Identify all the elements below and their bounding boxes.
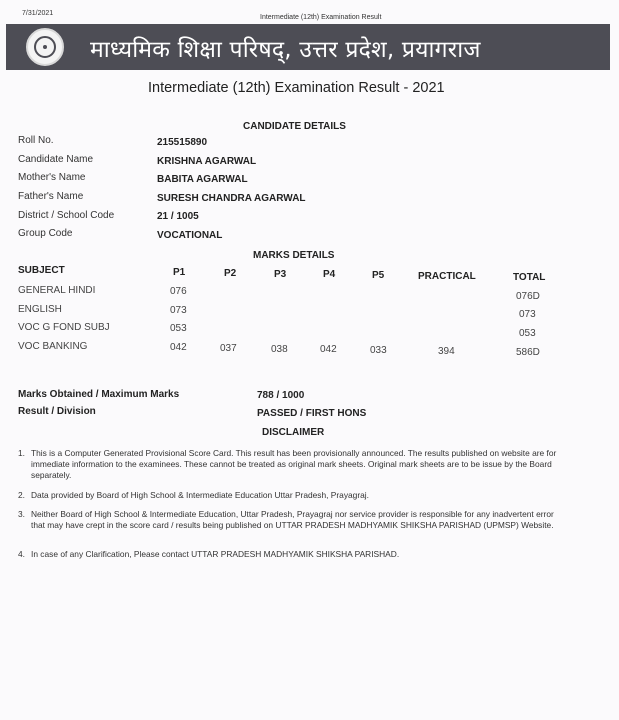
- board-banner: [6, 24, 610, 70]
- mark-total: 586D: [516, 347, 540, 358]
- subject-name: GENERAL HINDI: [18, 285, 96, 296]
- column-header: SUBJECT: [18, 265, 65, 276]
- disclaimer-heading: DISCLAIMER: [262, 427, 325, 438]
- district-school-code: 21 / 1005: [157, 211, 199, 222]
- field-label: Father's Name: [18, 191, 84, 202]
- mark-total: 053: [519, 328, 536, 339]
- result-division-label: Result / Division: [18, 406, 96, 417]
- item-text: In case of any Clarification, Please contact UTTAR PRADESH MADHYAMIK SHIKSHA PARISHAD.: [31, 549, 400, 559]
- column-header: PRACTICAL: [418, 271, 476, 282]
- board-seal-icon: [26, 28, 64, 66]
- field-label: Roll No.: [18, 135, 54, 146]
- mark-p1: 073: [170, 305, 187, 316]
- mark-p5: 033: [370, 345, 387, 356]
- item-text: This is a Computer Generated Provisional Score Card. This result has been provisionally announced. The results published on website are for immediate information to the examinees. These cannot be treated as original mark sheets. Original mark sheets are to be issue by the Board separately.: [31, 448, 557, 481]
- column-header: P2: [224, 268, 237, 279]
- field-label: Group Code: [18, 228, 73, 239]
- group-code: VOCATIONAL: [157, 230, 223, 241]
- exam-heading: Intermediate (12th) Examination Result - 2021: [148, 80, 445, 96]
- mark-p3: 038: [271, 344, 288, 355]
- field-label: Mother's Name: [18, 172, 86, 183]
- marks-details-heading: MARKS DETAILS: [253, 250, 335, 261]
- mark-p4: 042: [320, 344, 337, 355]
- mark-total: 076D: [516, 291, 540, 302]
- candidate-details-heading: CANDIDATE DETAILS: [243, 121, 346, 132]
- subject-name: VOC G FOND SUBJ: [18, 322, 110, 333]
- item-number: 3.: [18, 509, 25, 519]
- father-name: SURESH CHANDRA AGARWAL: [157, 193, 306, 204]
- print-title: Intermediate (12th) Examination Result: [260, 14, 382, 21]
- disclaimer-item: [18, 490, 570, 502]
- column-header: P1: [173, 267, 186, 278]
- board-title: माध्यमिक शिक्षा परिषद्, उत्तर प्रदेश, प्रयागराज: [90, 37, 481, 63]
- column-header: P3: [274, 269, 287, 280]
- item-text: Data provided by Board of High School & Intermediate Education Uttar Pradesh, Prayagraj.: [31, 490, 369, 500]
- marks-obtained-value: 788 / 1000: [257, 390, 305, 401]
- item-number: 1.: [18, 448, 25, 458]
- item-text: Neither Board of High School & Intermediate Education, Uttar Pradesh, Prayagraj nor service provider is responsible for any inadvertent error that may have crept in the score card / results being published on UTTAR PRADESH MADHYAMIK SHIKSHA PARISHAD (UPMSP) Website.: [31, 509, 554, 531]
- disclaimer-item: [18, 448, 570, 484]
- subject-name: ENGLISH: [18, 304, 62, 315]
- print-date: 7/31/2021: [22, 10, 54, 17]
- subject-name: VOC BANKING: [18, 341, 88, 352]
- mark-p1: 042: [170, 342, 187, 353]
- disclaimer-item: [18, 509, 570, 545]
- roll-number: 215515890: [157, 137, 208, 148]
- item-number: 4.: [18, 549, 25, 559]
- field-label: Candidate Name: [18, 154, 94, 165]
- column-header: P5: [372, 270, 385, 281]
- mark-p2: 037: [220, 343, 237, 354]
- mark-practical: 394: [438, 346, 455, 357]
- item-number: 2.: [18, 490, 25, 500]
- mark-total: 073: [519, 309, 536, 320]
- disclaimer-item: [18, 549, 570, 561]
- mother-name: BABITA AGARWAL: [157, 174, 248, 185]
- candidate-name: KRISHNA AGARWAL: [157, 156, 257, 167]
- mark-p1: 053: [170, 323, 187, 334]
- column-header: TOTAL: [513, 272, 546, 283]
- marks-obtained-label: Marks Obtained / Maximum Marks: [18, 389, 180, 400]
- column-header: P4: [323, 269, 336, 280]
- mark-p1: 076: [170, 286, 187, 297]
- field-label: District / School Code: [18, 210, 115, 221]
- result-division-value: PASSED / FIRST HONS: [257, 408, 367, 419]
